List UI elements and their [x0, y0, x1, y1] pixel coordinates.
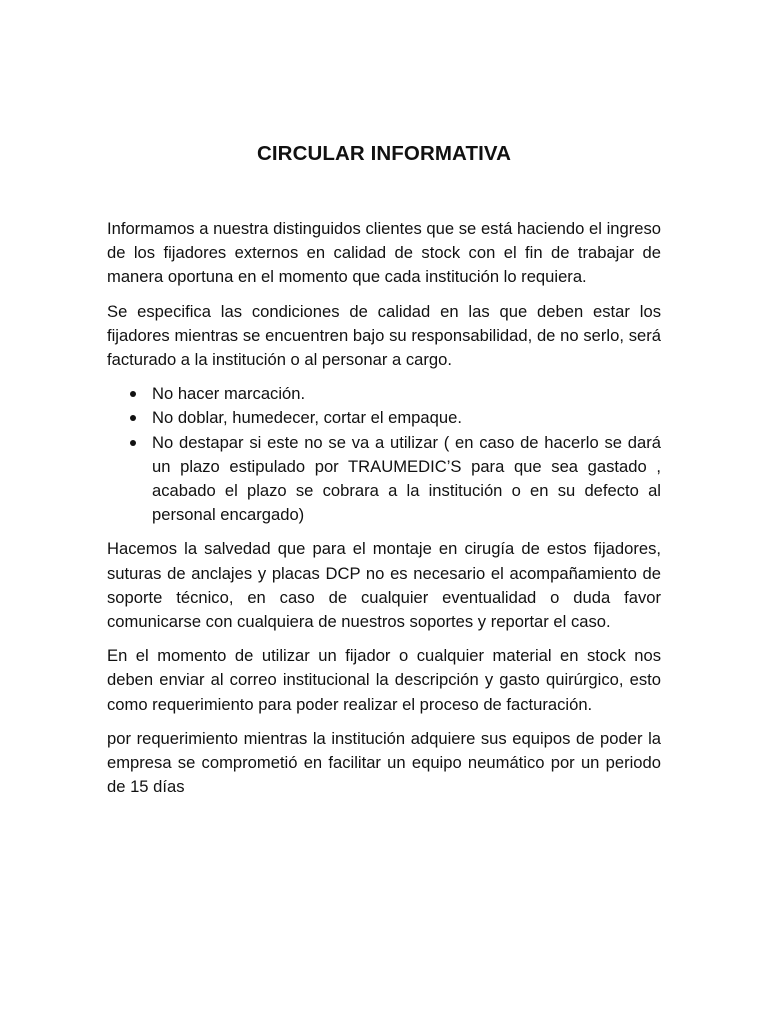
conditions-list	[107, 382, 661, 527]
list-item-text: No destapar si este no se va a utilizar ( en caso de hacerlo se dará un plazo estipulado por TRAUMEDIC’S para que sea gastado , acabado el plazo se cobrara a la institución o en su defecto al personal encargado)	[152, 432, 661, 525]
bullet-icon	[130, 415, 136, 421]
list-item	[107, 431, 661, 528]
list-item-text: No hacer marcación.	[152, 384, 306, 404]
bullet-icon	[130, 440, 136, 446]
paragraph-conditions: Se especifica las condiciones de calidad en las que deben estar los fijadores mientras se encuentren bajo su responsabilidad, de no serlo, será facturado a la institución o al personar a cargo.	[107, 301, 661, 370]
list-item-text: No doblar, humedecer, cortar el empaque.	[152, 408, 462, 428]
document-body	[107, 217, 661, 799]
list-item	[107, 406, 661, 430]
document-title: CIRCULAR INFORMATIVA	[256, 142, 512, 165]
list-item	[107, 382, 661, 406]
paragraph-disclaimer: Hacemos la salvedad que para el montaje en cirugía de estos fijadores, suturas de anclajes y placas DCP no es necesario el acompañamiento de soporte técnico, en caso de cualquier eventualidad o duda favor comunicarse con cualquiera de nuestros soportes y reportar el caso.	[107, 539, 661, 632]
paragraph-equipment: por requerimiento mientras la institución adquiere sus equipos de poder la empresa se comprometió en facilitar un equipo neumático por un periodo de 15 días	[107, 728, 661, 797]
paragraph-intro: Informamos a nuestra distinguidos clientes que se está haciendo el ingreso de los fijadores externos en calidad de stock con el fin de trabajar de manera oportuna en el momento que cada institución lo requiera.	[107, 219, 661, 287]
bullet-icon	[130, 391, 136, 397]
paragraph-stock-usage: En el momento de utilizar un fijador o cualquier material en stock nos deben enviar al correo institucional la descripción y gasto quirúrgico, esto como requerimiento para poder realizar el proceso de facturación.	[107, 646, 661, 714]
